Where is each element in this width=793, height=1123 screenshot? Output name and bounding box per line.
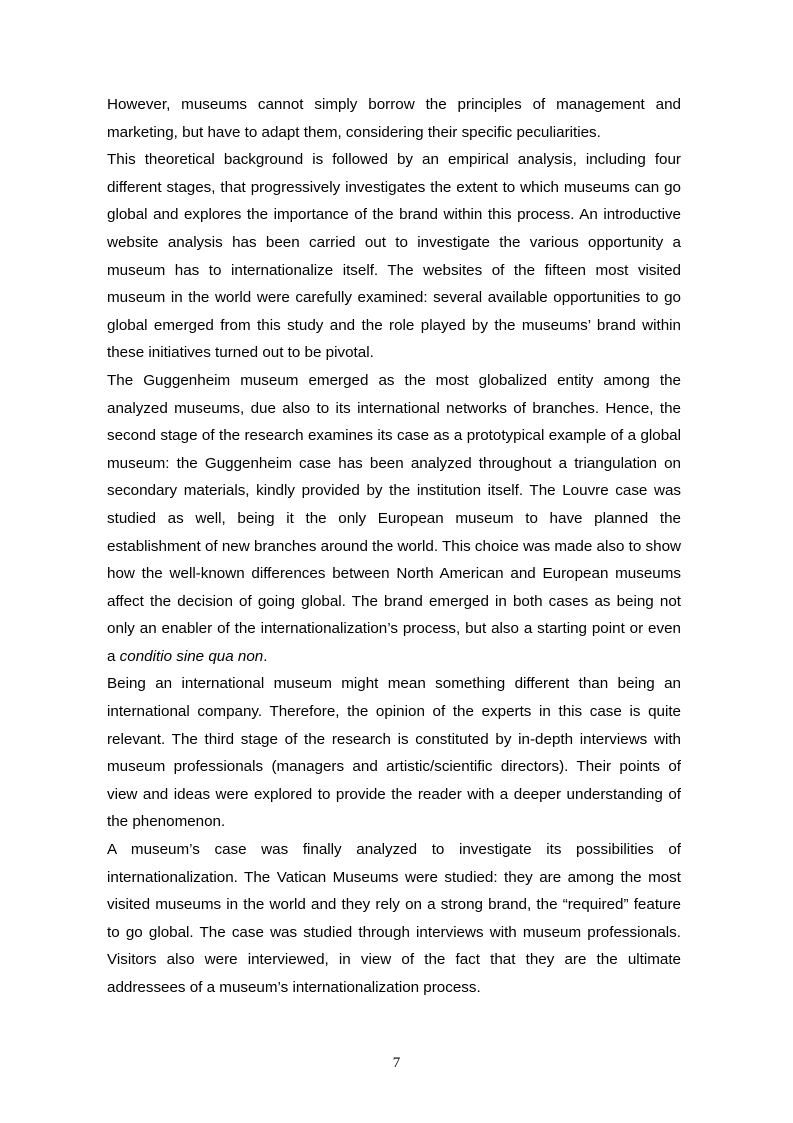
body-text <box>107 91 681 1002</box>
paragraph-1: However, museums cannot simply borrow the principles of management and marketing, but have to adapt them, considering their specific peculiarities. <box>107 96 681 141</box>
italic-phrase: conditio sine qua non <box>119 647 264 665</box>
paragraph-3 <box>107 367 681 671</box>
paragraph-4: Being an international museum might mean something different than being an international company. Therefore, the opinion of the experts in this case is quite relevant. The third stage of the research is constituted by in-depth interviews with museum professionals (managers and artistic/scientific directors). Their points of view and ideas were explored to provide the reader with a deeper understanding of the phenomenon. <box>107 675 681 831</box>
paragraph-3-end: . <box>263 647 268 665</box>
page-number: 7 <box>392 1055 401 1071</box>
paragraph-5: A museum’s case was finally analyzed to investigate its possibilities of internationalization. The Vatican Museums were studied: they are among the most visited museums in the world and they rely on a strong brand, the “required” feature to go global. The case was studied through interviews with museum professionals. Visitors also were interviewed, in view of the fact that they are the ultimate addressees of a museum’s internationalization process. <box>107 841 681 996</box>
paragraph-2: This theoretical background is followed by an empirical analysis, including four different stages, that progressively investigates the extent to which museums can go global and explores the importance of the brand within this process. An introductive website analysis has been carried out to investigate the various opportunity a museum has to internationalize itself. The websites of the fifteen most visited museum in the world were carefully examined: several available opportunities to go global emerged from this study and the role played by the museums’ brand within these initiatives turned out to be pivotal. <box>107 151 681 362</box>
paragraph-3-text: The Guggenheim museum emerged as the most globalized entity among the analyzed museums, due also to its international networks of branches. Hence, the second stage of the research examines its case as a prototypical example of a global museum: the Guggenheim case has been analyzed throughout a triangulation on secondary materials, kindly provided by the institution itself. The Louvre case was studied as well, being it the only European museum to have planned the establishment of new branches around the world. This choice was made also to show how the well-known differences between North American and European museums affect the decision of going global. The brand emerged in both cases as being not only an enabler of the internationalization’s process, but also a starting point or even a <box>107 371 681 665</box>
